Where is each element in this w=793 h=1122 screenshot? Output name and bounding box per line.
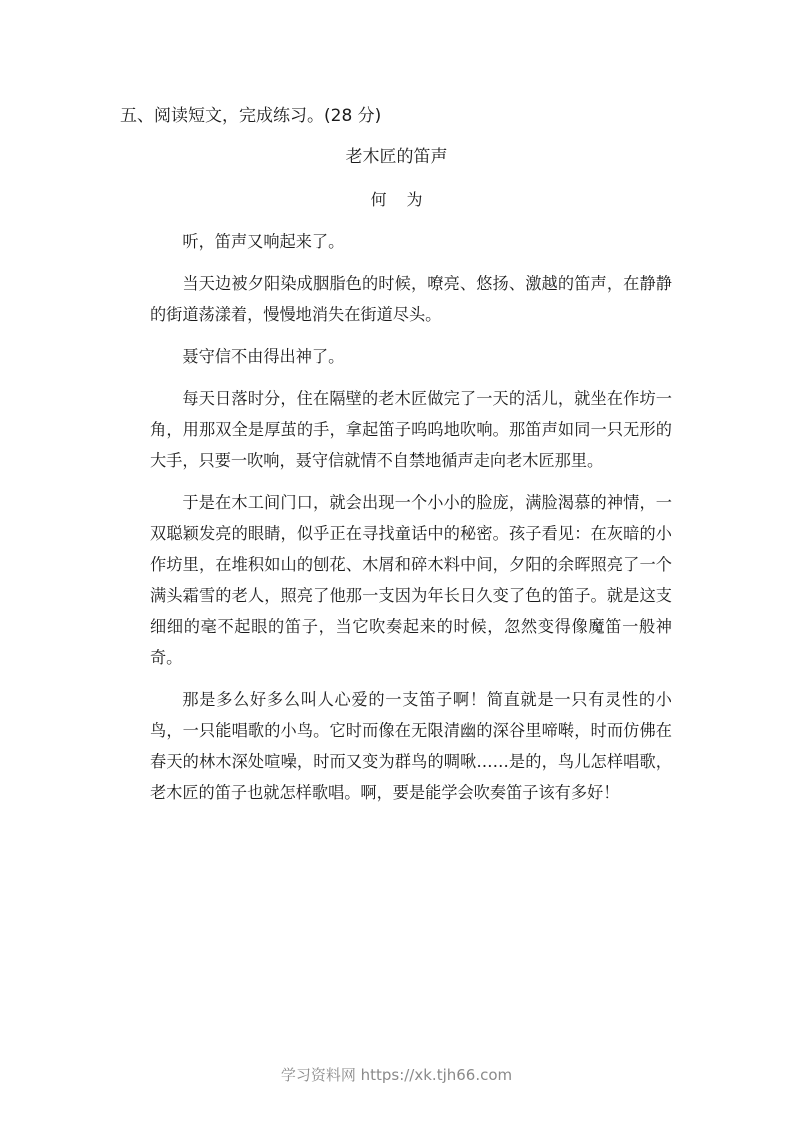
paragraph-1: 听，笛声又响起来了。 xyxy=(182,232,345,251)
paragraph-2: 当天边被夕阳染成胭脂色的时候，嘹亮、悠扬、激越的笛声，在静静的街道荡漾着，慢慢地消失在街道尽头。 xyxy=(150,274,672,324)
footer-watermark: 学习资料网 https://xk.tjh66.com xyxy=(280,1066,513,1084)
article-author: 何为 xyxy=(370,190,443,209)
paragraph-5: 于是在木工间门口，就会出现一个小小的脸庞，满脸渴慕的神情，一双聪颖发亮的眼睛，似乎正在寻找童话中的秘密。孩子看见：在灰暗的小作坊里，在堆积如山的刨花、木屑和碎木料中间，夕阳的余晖照亮了一个满头霜雪的老人，照亮了他那一支因为年长日久变了色的笛子。就是这支细细的毫不起眼的笛子，当它吹奏起来的时候，忽然变得像魔笛一般神奇。 xyxy=(150,493,672,667)
paragraph-4: 每天日落时分，住在隔壁的老木匠做完了一天的活儿，就坐在作坊一角，用那双全是厚茧的手，拿起笛子呜呜地吹响。那笛声如同一只无形的大手，只要一吹响，聂守信就情不自禁地循声走向老木匠那里。 xyxy=(150,389,672,470)
article-title: 老木匠的笛声 xyxy=(345,147,448,167)
paragraph-3: 聂守信不由得出神了。 xyxy=(182,347,345,366)
section-heading: 五、阅读短文，完成练习。(28 分) xyxy=(120,106,382,126)
article-body xyxy=(150,226,672,808)
paragraph-6: 那是多么好多么叫人心爱的一支笛子啊！简直就是一只有灵性的小鸟，一只能唱歌的小鸟。它时而像在无限清幽的深谷里啼啭，时而仿佛在春天的林木深处喧噪，时而又变为群鸟的啁啾……是的，鸟儿怎样唱歌，老木匠的笛子也就怎样歌唱。啊，要是能学会吹奏笛子该有多好！ xyxy=(150,690,672,802)
